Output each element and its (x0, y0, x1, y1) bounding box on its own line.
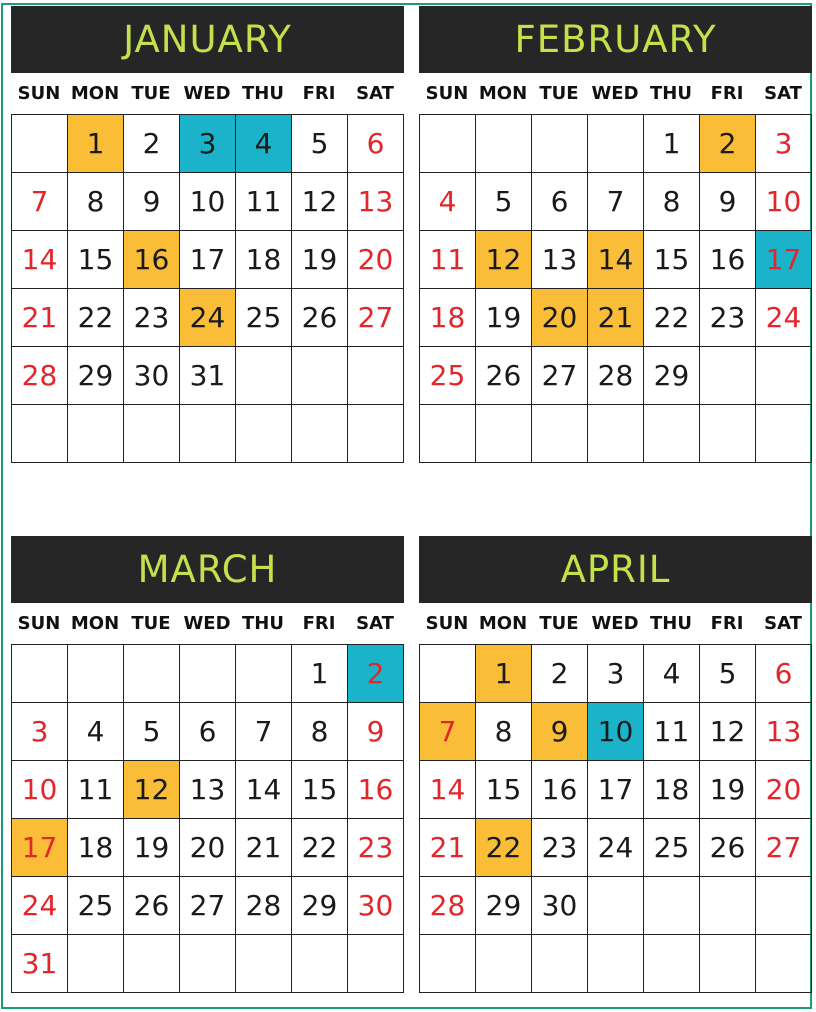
day-cell[interactable]: 7 (236, 703, 292, 761)
day-cell[interactable]: 20 (756, 761, 812, 819)
weekday-label: FRI (302, 613, 336, 634)
empty-day-cell (756, 405, 812, 463)
month-title: APRIL (419, 536, 812, 603)
empty-day-cell (756, 935, 812, 993)
empty-day-cell (124, 405, 180, 463)
day-cell[interactable]: 11 (644, 703, 700, 761)
empty-day-cell (348, 405, 404, 463)
day-cell[interactable]: 28 (236, 877, 292, 935)
weekday-label: WED (183, 83, 231, 104)
day-cell[interactable]: 6 (348, 115, 404, 173)
empty-day-cell (476, 935, 532, 993)
month-title: JANUARY (11, 6, 404, 73)
day-cell[interactable]: 14 (12, 231, 68, 289)
day-cell[interactable]: 28 (588, 347, 644, 405)
day-cell[interactable]: 21 (12, 289, 68, 347)
empty-day-cell (236, 405, 292, 463)
weekday-label: TUE (131, 613, 171, 634)
weekday-label: SAT (356, 83, 394, 104)
empty-day-cell (420, 645, 476, 703)
empty-day-cell (124, 645, 180, 703)
day-cell[interactable]: 12 (700, 703, 756, 761)
empty-day-cell (348, 347, 404, 405)
empty-day-cell (292, 405, 348, 463)
day-cell[interactable]: 5 (700, 645, 756, 703)
day-cell[interactable]: 11 (236, 173, 292, 231)
empty-day-cell (420, 405, 476, 463)
day-cell[interactable]: 1 (644, 115, 700, 173)
weekday-label: SUN (17, 613, 61, 634)
empty-day-cell (292, 347, 348, 405)
day-cell[interactable]: 25 (236, 289, 292, 347)
day-cell[interactable]: 27 (756, 819, 812, 877)
day-cell[interactable]: 2 (348, 645, 404, 703)
empty-day-cell (180, 405, 236, 463)
day-cell[interactable]: 16 (124, 231, 180, 289)
empty-day-cell (180, 935, 236, 993)
day-cell[interactable]: 24 (180, 289, 236, 347)
day-cell[interactable]: 21 (420, 819, 476, 877)
day-cell[interactable]: 22 (68, 289, 124, 347)
empty-day-cell (532, 115, 588, 173)
day-cell[interactable]: 12 (476, 231, 532, 289)
empty-day-cell (68, 935, 124, 993)
empty-day-cell (236, 347, 292, 405)
day-cell[interactable]: 30 (348, 877, 404, 935)
weekday-label: TUE (539, 613, 579, 634)
day-cell[interactable]: 25 (420, 347, 476, 405)
day-cell[interactable]: 22 (292, 819, 348, 877)
day-cell[interactable]: 3 (756, 115, 812, 173)
empty-day-cell (644, 877, 700, 935)
day-cell[interactable]: 7 (420, 703, 476, 761)
day-cell[interactable]: 24 (756, 289, 812, 347)
day-cell[interactable]: 16 (700, 231, 756, 289)
day-cell[interactable]: 19 (476, 289, 532, 347)
day-cell[interactable]: 15 (292, 761, 348, 819)
empty-day-cell (12, 405, 68, 463)
day-cell[interactable]: 29 (476, 877, 532, 935)
day-cell[interactable]: 3 (180, 115, 236, 173)
day-cell[interactable]: 10 (756, 173, 812, 231)
day-cell[interactable]: 20 (348, 231, 404, 289)
day-cell[interactable]: 28 (12, 347, 68, 405)
weekday-label: THU (242, 613, 284, 634)
day-cell[interactable]: 13 (348, 173, 404, 231)
weekday-label: WED (591, 613, 639, 634)
weekday-label: TUE (131, 83, 171, 104)
weekday-label: MON (478, 83, 528, 104)
day-cell[interactable]: 8 (292, 703, 348, 761)
day-cell[interactable]: 13 (756, 703, 812, 761)
empty-day-cell (476, 115, 532, 173)
empty-day-cell (420, 115, 476, 173)
empty-day-cell (236, 935, 292, 993)
day-grid (11, 114, 404, 463)
day-cell[interactable]: 15 (68, 231, 124, 289)
day-cell[interactable]: 23 (124, 289, 180, 347)
month-title: FEBRUARY (419, 6, 812, 73)
day-cell[interactable]: 2 (124, 115, 180, 173)
weekday-label: THU (650, 613, 692, 634)
day-cell[interactable]: 26 (700, 819, 756, 877)
month-march (11, 536, 404, 993)
day-cell[interactable]: 9 (532, 703, 588, 761)
weekday-label: MON (70, 83, 120, 104)
day-cell[interactable]: 30 (124, 347, 180, 405)
day-cell[interactable]: 24 (588, 819, 644, 877)
day-cell[interactable]: 4 (420, 173, 476, 231)
weekday-label: SUN (425, 83, 469, 104)
day-cell[interactable]: 26 (292, 289, 348, 347)
day-cell[interactable]: 13 (180, 761, 236, 819)
day-cell[interactable]: 6 (756, 645, 812, 703)
empty-day-cell (588, 405, 644, 463)
day-cell[interactable]: 21 (588, 289, 644, 347)
day-cell[interactable]: 26 (476, 347, 532, 405)
weekday-label: TUE (539, 83, 579, 104)
weekday-header (11, 73, 404, 114)
empty-day-cell (532, 935, 588, 993)
day-cell[interactable]: 9 (700, 173, 756, 231)
day-cell[interactable]: 24 (12, 877, 68, 935)
day-cell[interactable]: 22 (476, 819, 532, 877)
day-cell[interactable]: 16 (532, 761, 588, 819)
empty-day-cell (756, 347, 812, 405)
empty-day-cell (420, 935, 476, 993)
day-cell[interactable]: 11 (420, 231, 476, 289)
day-cell[interactable]: 14 (420, 761, 476, 819)
day-cell[interactable]: 12 (124, 761, 180, 819)
weekday-label: THU (242, 83, 284, 104)
day-cell[interactable]: 27 (532, 347, 588, 405)
day-cell[interactable]: 30 (532, 877, 588, 935)
day-cell[interactable]: 28 (420, 877, 476, 935)
empty-day-cell (588, 877, 644, 935)
day-cell[interactable]: 19 (700, 761, 756, 819)
day-cell[interactable]: 23 (532, 819, 588, 877)
weekday-label: FRI (710, 83, 744, 104)
day-cell[interactable]: 23 (348, 819, 404, 877)
day-cell[interactable]: 18 (68, 819, 124, 877)
day-cell[interactable]: 9 (124, 173, 180, 231)
weekday-label: WED (591, 83, 639, 104)
day-cell[interactable]: 27 (348, 289, 404, 347)
empty-day-cell (68, 645, 124, 703)
empty-day-cell (348, 935, 404, 993)
day-cell[interactable]: 1 (292, 645, 348, 703)
empty-day-cell (644, 405, 700, 463)
day-cell[interactable]: 10 (180, 173, 236, 231)
empty-day-cell (12, 115, 68, 173)
day-cell[interactable]: 14 (236, 761, 292, 819)
empty-day-cell (700, 405, 756, 463)
day-cell[interactable]: 3 (588, 645, 644, 703)
day-cell[interactable]: 3 (12, 703, 68, 761)
day-cell[interactable]: 31 (12, 935, 68, 993)
month-february (419, 6, 812, 463)
empty-day-cell (588, 935, 644, 993)
day-cell[interactable]: 15 (476, 761, 532, 819)
day-grid (419, 114, 812, 463)
day-cell[interactable]: 25 (644, 819, 700, 877)
weekday-header (419, 603, 812, 644)
weekday-label: SAT (764, 83, 802, 104)
day-cell[interactable]: 10 (588, 703, 644, 761)
day-cell[interactable]: 17 (12, 819, 68, 877)
weekday-label: WED (183, 613, 231, 634)
weekday-label: THU (650, 83, 692, 104)
day-cell[interactable]: 8 (644, 173, 700, 231)
day-grid (11, 644, 404, 993)
day-cell[interactable]: 11 (68, 761, 124, 819)
day-cell[interactable]: 2 (700, 115, 756, 173)
day-cell[interactable]: 19 (292, 231, 348, 289)
empty-day-cell (700, 935, 756, 993)
weekday-label: SAT (356, 613, 394, 634)
weekday-label: MON (70, 613, 120, 634)
day-cell[interactable]: 6 (180, 703, 236, 761)
day-cell[interactable]: 25 (68, 877, 124, 935)
day-cell[interactable]: 5 (476, 173, 532, 231)
day-cell[interactable]: 1 (476, 645, 532, 703)
day-cell[interactable]: 4 (68, 703, 124, 761)
day-cell[interactable]: 6 (532, 173, 588, 231)
day-cell[interactable]: 19 (124, 819, 180, 877)
empty-day-cell (588, 115, 644, 173)
day-cell[interactable]: 13 (532, 231, 588, 289)
day-cell[interactable]: 12 (292, 173, 348, 231)
weekday-label: SUN (17, 83, 61, 104)
empty-day-cell (700, 877, 756, 935)
month-title: MARCH (11, 536, 404, 603)
weekday-header (419, 73, 812, 114)
day-cell[interactable]: 29 (292, 877, 348, 935)
empty-day-cell (12, 645, 68, 703)
day-cell[interactable]: 18 (644, 761, 700, 819)
day-cell[interactable]: 22 (644, 289, 700, 347)
day-grid (419, 644, 812, 993)
day-cell[interactable]: 23 (700, 289, 756, 347)
day-cell[interactable]: 29 (68, 347, 124, 405)
day-cell[interactable]: 5 (124, 703, 180, 761)
weekday-label: FRI (302, 83, 336, 104)
day-cell[interactable]: 10 (12, 761, 68, 819)
empty-day-cell (180, 645, 236, 703)
weekday-label: FRI (710, 613, 744, 634)
day-cell[interactable]: 16 (348, 761, 404, 819)
day-cell[interactable]: 8 (68, 173, 124, 231)
day-cell[interactable]: 18 (236, 231, 292, 289)
day-cell[interactable]: 27 (180, 877, 236, 935)
day-cell[interactable]: 29 (644, 347, 700, 405)
day-cell[interactable]: 20 (180, 819, 236, 877)
weekday-label: MON (478, 613, 528, 634)
empty-day-cell (236, 645, 292, 703)
day-cell[interactable]: 5 (292, 115, 348, 173)
day-cell[interactable]: 2 (532, 645, 588, 703)
empty-day-cell (476, 405, 532, 463)
day-cell[interactable]: 26 (124, 877, 180, 935)
day-cell[interactable]: 7 (12, 173, 68, 231)
weekday-header (11, 603, 404, 644)
day-cell[interactable]: 14 (588, 231, 644, 289)
day-cell[interactable]: 31 (180, 347, 236, 405)
month-january (11, 6, 404, 463)
weekday-label: SUN (425, 613, 469, 634)
month-april (419, 536, 812, 993)
day-cell[interactable]: 20 (532, 289, 588, 347)
empty-day-cell (292, 935, 348, 993)
day-cell[interactable]: 18 (420, 289, 476, 347)
day-cell[interactable]: 7 (588, 173, 644, 231)
day-cell[interactable]: 4 (236, 115, 292, 173)
empty-day-cell (756, 877, 812, 935)
day-cell[interactable]: 15 (644, 231, 700, 289)
day-cell[interactable]: 17 (756, 231, 812, 289)
day-cell[interactable]: 4 (644, 645, 700, 703)
empty-day-cell (532, 405, 588, 463)
empty-day-cell (700, 347, 756, 405)
empty-day-cell (68, 405, 124, 463)
empty-day-cell (124, 935, 180, 993)
empty-day-cell (644, 935, 700, 993)
day-cell[interactable]: 8 (476, 703, 532, 761)
weekday-label: SAT (764, 613, 802, 634)
day-cell[interactable]: 9 (348, 703, 404, 761)
day-cell[interactable]: 1 (68, 115, 124, 173)
day-cell[interactable]: 21 (236, 819, 292, 877)
day-cell[interactable]: 17 (180, 231, 236, 289)
day-cell[interactable]: 17 (588, 761, 644, 819)
